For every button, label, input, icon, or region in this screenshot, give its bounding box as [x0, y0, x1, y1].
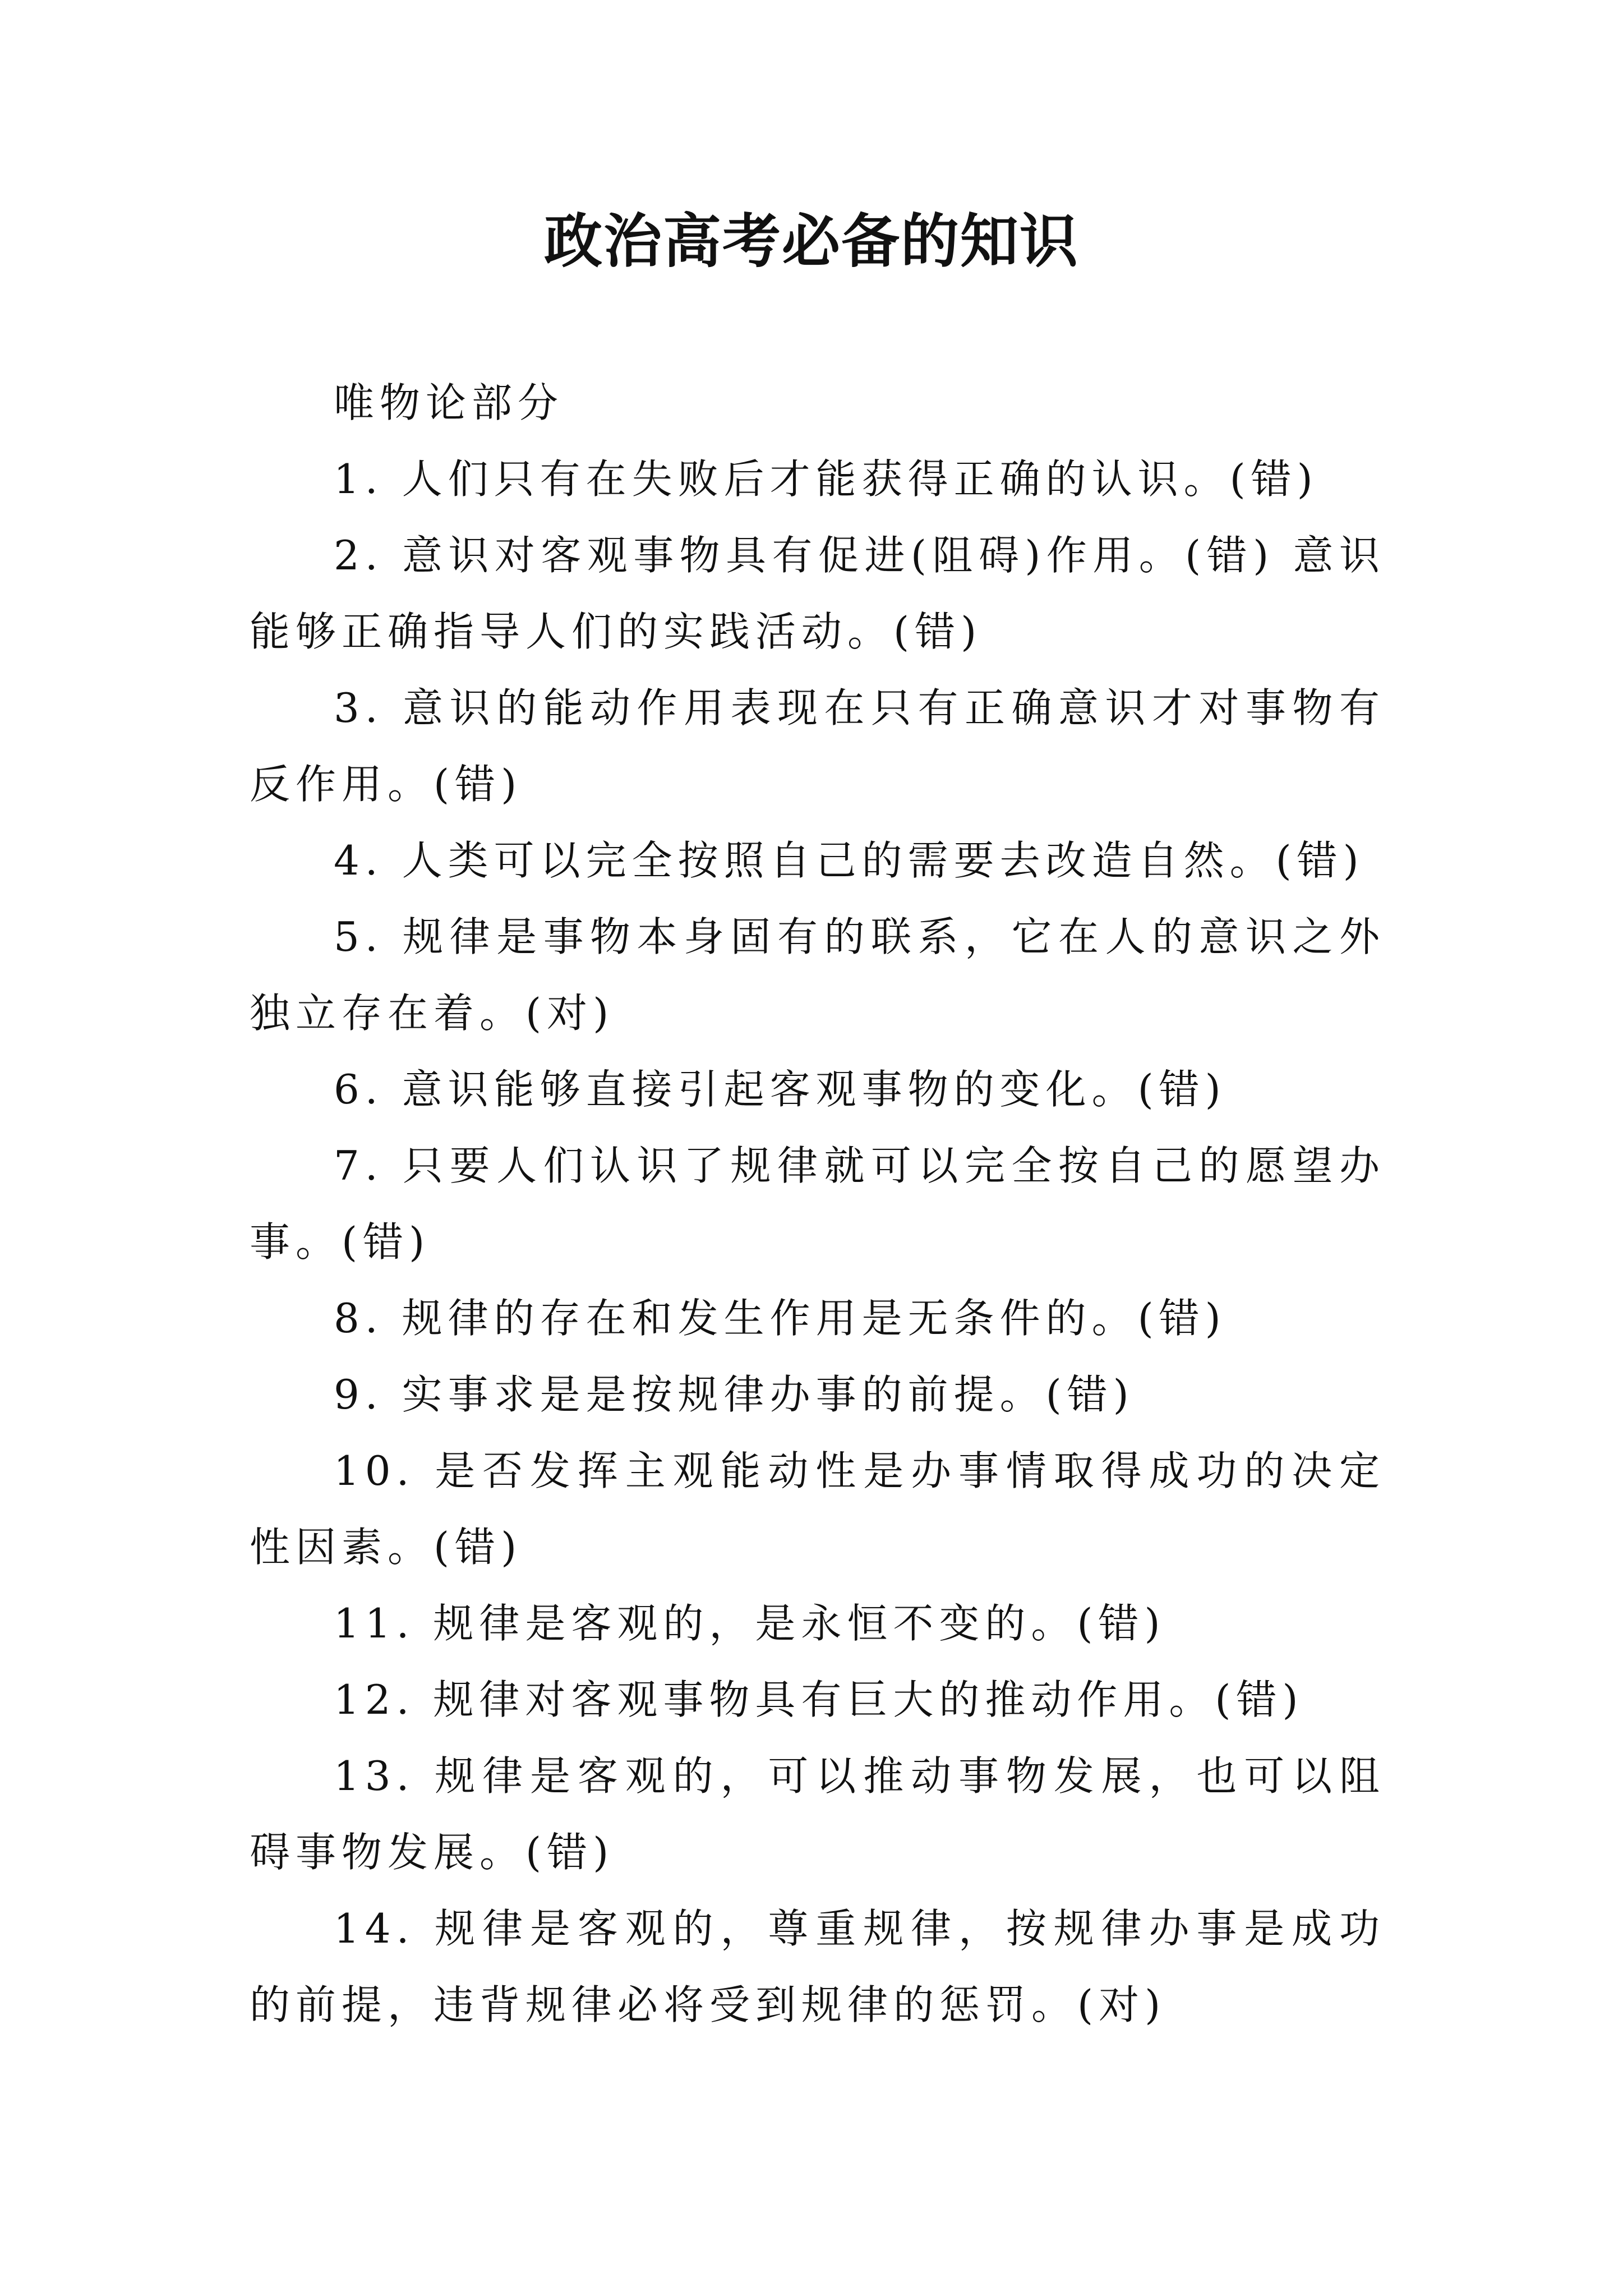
section-heading: 唯物论部分: [334, 379, 564, 426]
list-item: 3. 意识的能动作用表现在只有正确意识才对事物有反作用。(错): [250, 684, 1385, 808]
list-item: 11. 规律是客观的，是永恒不变的。(错): [334, 1600, 1166, 1647]
list-item: 5. 规律是事物本身固有的联系，它在人的意识之外独立存在着。(对): [250, 913, 1385, 1037]
list-item: 10. 是否发挥主观能动性是办事情取得成功的决定性因素。(错): [250, 1447, 1385, 1571]
list-item: 14. 规律是客观的，尊重规律，按规律办事是成功的前提，违背规律必将受到规律的惩罚。(对): [250, 1905, 1385, 2028]
list-item: 13. 规律是客观的，可以推动事物发展，也可以阻碍事物发展。(错): [250, 1752, 1385, 1876]
list-item: 6. 意识能够直接引起客观事物的变化。(错): [334, 1066, 1227, 1113]
list-item: 4. 人类可以完全按照自己的需要去改造自然。(错): [334, 837, 1364, 884]
list-item: 8. 规律的存在和发生作用是无条件的。(错): [334, 1295, 1227, 1342]
list-item: 12. 规律对客观事物具有巨大的推动作用。(错): [334, 1676, 1304, 1723]
list-item: 7. 只要人们认识了规律就可以完全按自己的愿望办事。(错): [250, 1142, 1385, 1266]
list-item: 2. 意识对客观事物具有促进(阻碍)作用。(错) 意识能够正确指导人们的实践活动。(错): [250, 532, 1385, 655]
document-body: [250, 365, 1385, 2043]
list-item: 1. 人们只有在失败后才能获得正确的认识。(错): [334, 455, 1318, 503]
list-item: 9. 实事求是是按规律办事的前提。(错): [334, 1371, 1135, 1418]
document-title: 政治高考必备的知识: [543, 206, 1079, 275]
